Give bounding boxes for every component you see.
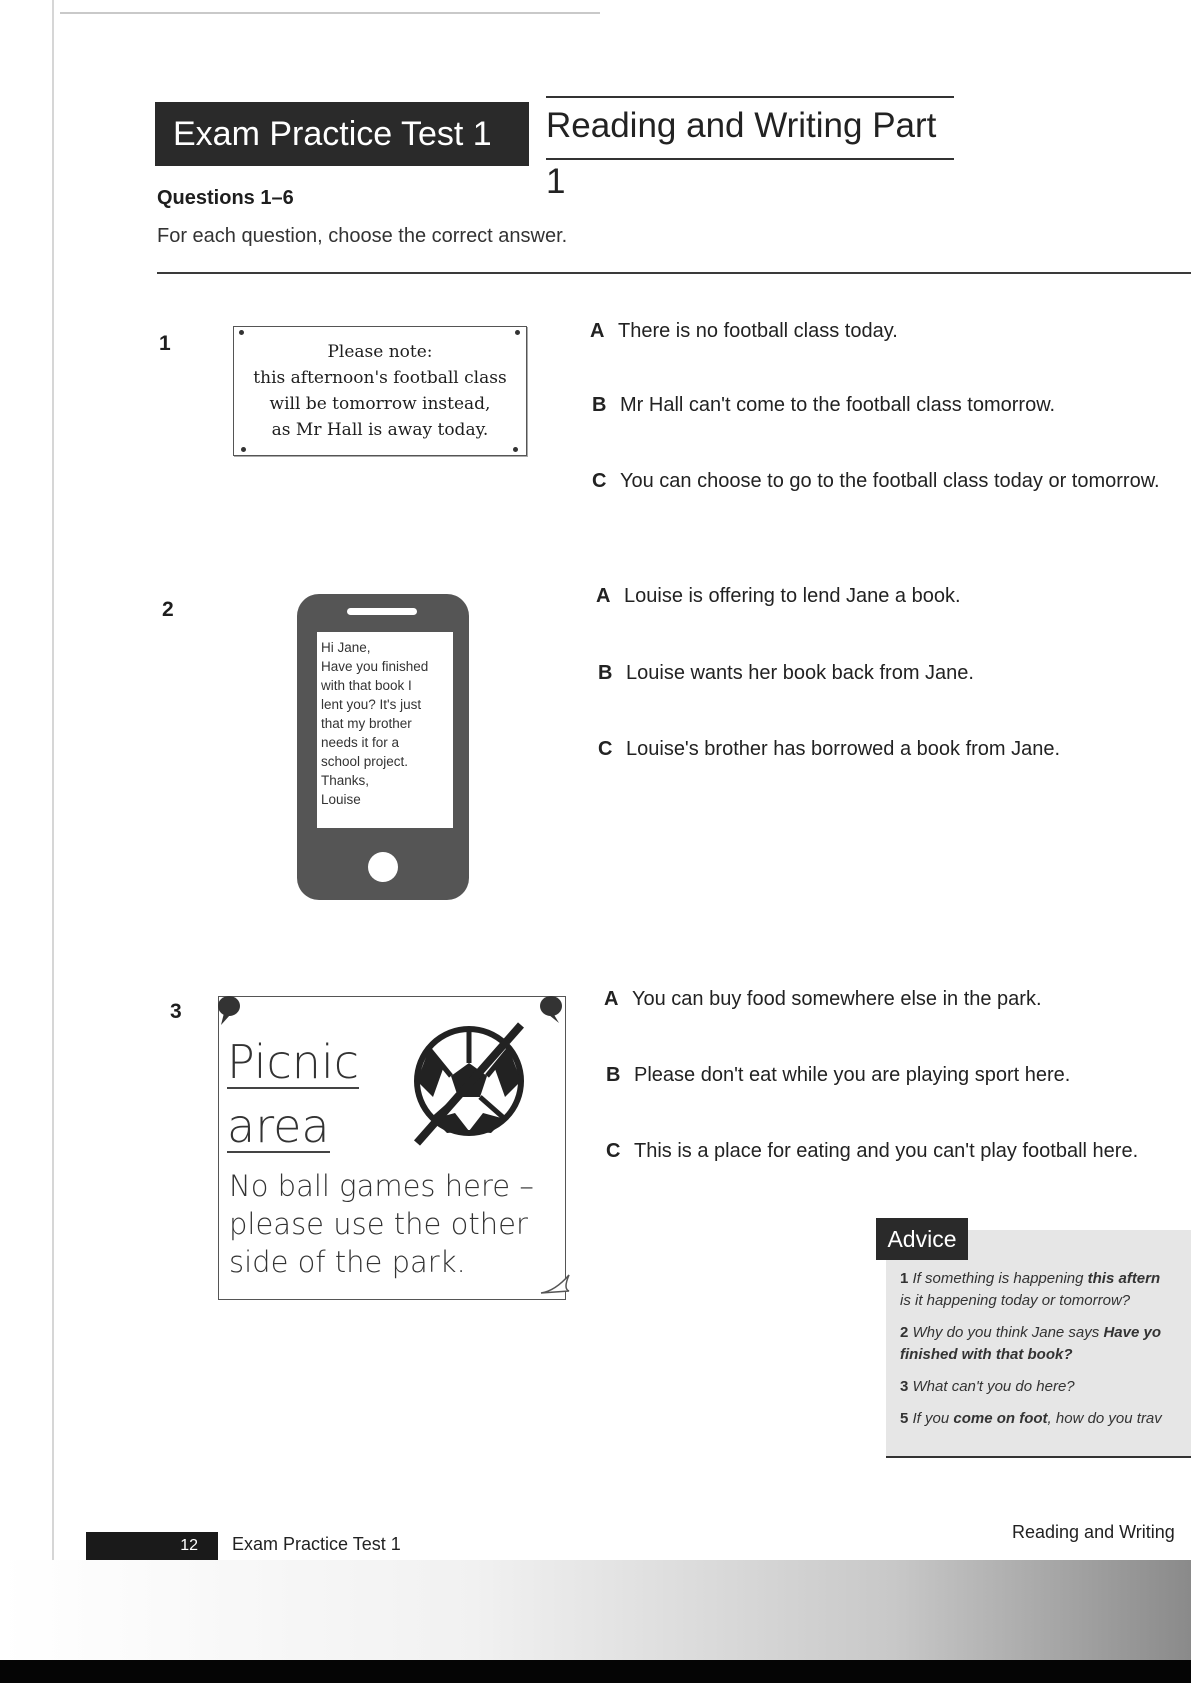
advice-item: 5 If you come on foot, how do you trav bbox=[900, 1410, 1162, 1427]
pin-icon bbox=[239, 330, 244, 335]
instruction: For each question, choose the correct answer. bbox=[157, 225, 568, 247]
sign-word-area: area bbox=[227, 1099, 330, 1153]
q3-option-a[interactable]: A You can buy food somewhere else in the park. bbox=[604, 988, 1042, 1010]
phone-message bbox=[297, 594, 469, 900]
message-line: with that book I bbox=[321, 678, 412, 693]
q2-option-a[interactable]: A Louise is offering to lend Jane a book. bbox=[596, 585, 961, 607]
q1-option-a[interactable]: A There is no football class today. bbox=[590, 320, 898, 342]
q2-option-c[interactable]: C Louise's brother has borrowed a book from Jane. bbox=[598, 738, 1061, 760]
notice-line: will be tomorrow instead, bbox=[269, 394, 491, 414]
notice-line: as Mr Hall is away today. bbox=[271, 420, 489, 440]
footer-right-title: Reading and Writing bbox=[1012, 1522, 1175, 1542]
curled-corner-icon bbox=[539, 1271, 571, 1297]
part-title: Reading and Writing Part 1 bbox=[546, 96, 954, 160]
notice-line: Please note: bbox=[327, 342, 433, 362]
test-title: Exam Practice Test 1 bbox=[155, 102, 529, 166]
q3-option-b[interactable]: B Please don't eat while you are playing sport here. bbox=[606, 1064, 1071, 1086]
message-line: Have you finished bbox=[321, 659, 429, 674]
pin-icon bbox=[215, 993, 243, 1027]
sign-text: No ball games here – please use the other side of the park. bbox=[229, 1169, 534, 1279]
notice-card bbox=[233, 326, 527, 456]
pin-icon bbox=[513, 447, 518, 452]
advice-item: 3 What can't you do here? bbox=[900, 1378, 1075, 1395]
pin-icon bbox=[537, 993, 565, 1027]
message-line: needs it for a bbox=[321, 735, 400, 750]
divider-rule bbox=[157, 272, 1191, 274]
scan-bottom-bar bbox=[0, 1660, 1191, 1683]
question-2-number: 2 bbox=[162, 598, 174, 621]
scan-top-line bbox=[60, 12, 600, 14]
question-3-number: 3 bbox=[170, 1000, 182, 1023]
phone-speaker bbox=[347, 608, 417, 615]
pin-icon bbox=[515, 330, 520, 335]
home-button-icon bbox=[368, 852, 398, 882]
picnic-sign bbox=[218, 996, 566, 1300]
message-line: that my brother bbox=[321, 716, 412, 731]
q1-option-b[interactable]: B Mr Hall can't come to the football class tomorrow. bbox=[592, 394, 1056, 416]
message-line: lent you? It's just bbox=[321, 697, 422, 712]
scan-edge bbox=[52, 0, 54, 1580]
q3-option-c[interactable]: C This is a place for eating and you can't play football here. bbox=[606, 1140, 1139, 1162]
message-line: Louise bbox=[321, 792, 361, 807]
message-line: school project. bbox=[321, 754, 409, 769]
q1-option-c[interactable]: C You can choose to go to the football class today or tomorrow. bbox=[592, 470, 1160, 492]
message-line: Hi Jane, bbox=[321, 640, 371, 655]
sign-word-picnic: Picnic bbox=[227, 1035, 360, 1089]
questions-heading: Questions 1–6 bbox=[157, 187, 294, 209]
footer-left-title: Exam Practice Test 1 bbox=[232, 1534, 401, 1554]
notice-line: this afternoon's football class bbox=[253, 368, 507, 388]
no-football-icon bbox=[399, 1019, 539, 1149]
advice-item: 2 Why do you think Jane says Have yo finished with that book? bbox=[900, 1324, 1161, 1363]
message-line: Thanks, bbox=[321, 773, 370, 788]
question-1-number: 1 bbox=[159, 332, 171, 355]
advice-list bbox=[900, 1268, 1191, 1440]
advice-item: 1 If something is happening this aftern is it happening today or tomorrow? bbox=[900, 1270, 1161, 1309]
pin-icon bbox=[241, 447, 246, 452]
page-number: 12 bbox=[86, 1532, 218, 1560]
q2-option-b[interactable]: B Louise wants her book back from Jane. bbox=[598, 662, 974, 684]
phone-screen bbox=[317, 632, 453, 828]
advice-title: Advice bbox=[876, 1218, 968, 1260]
